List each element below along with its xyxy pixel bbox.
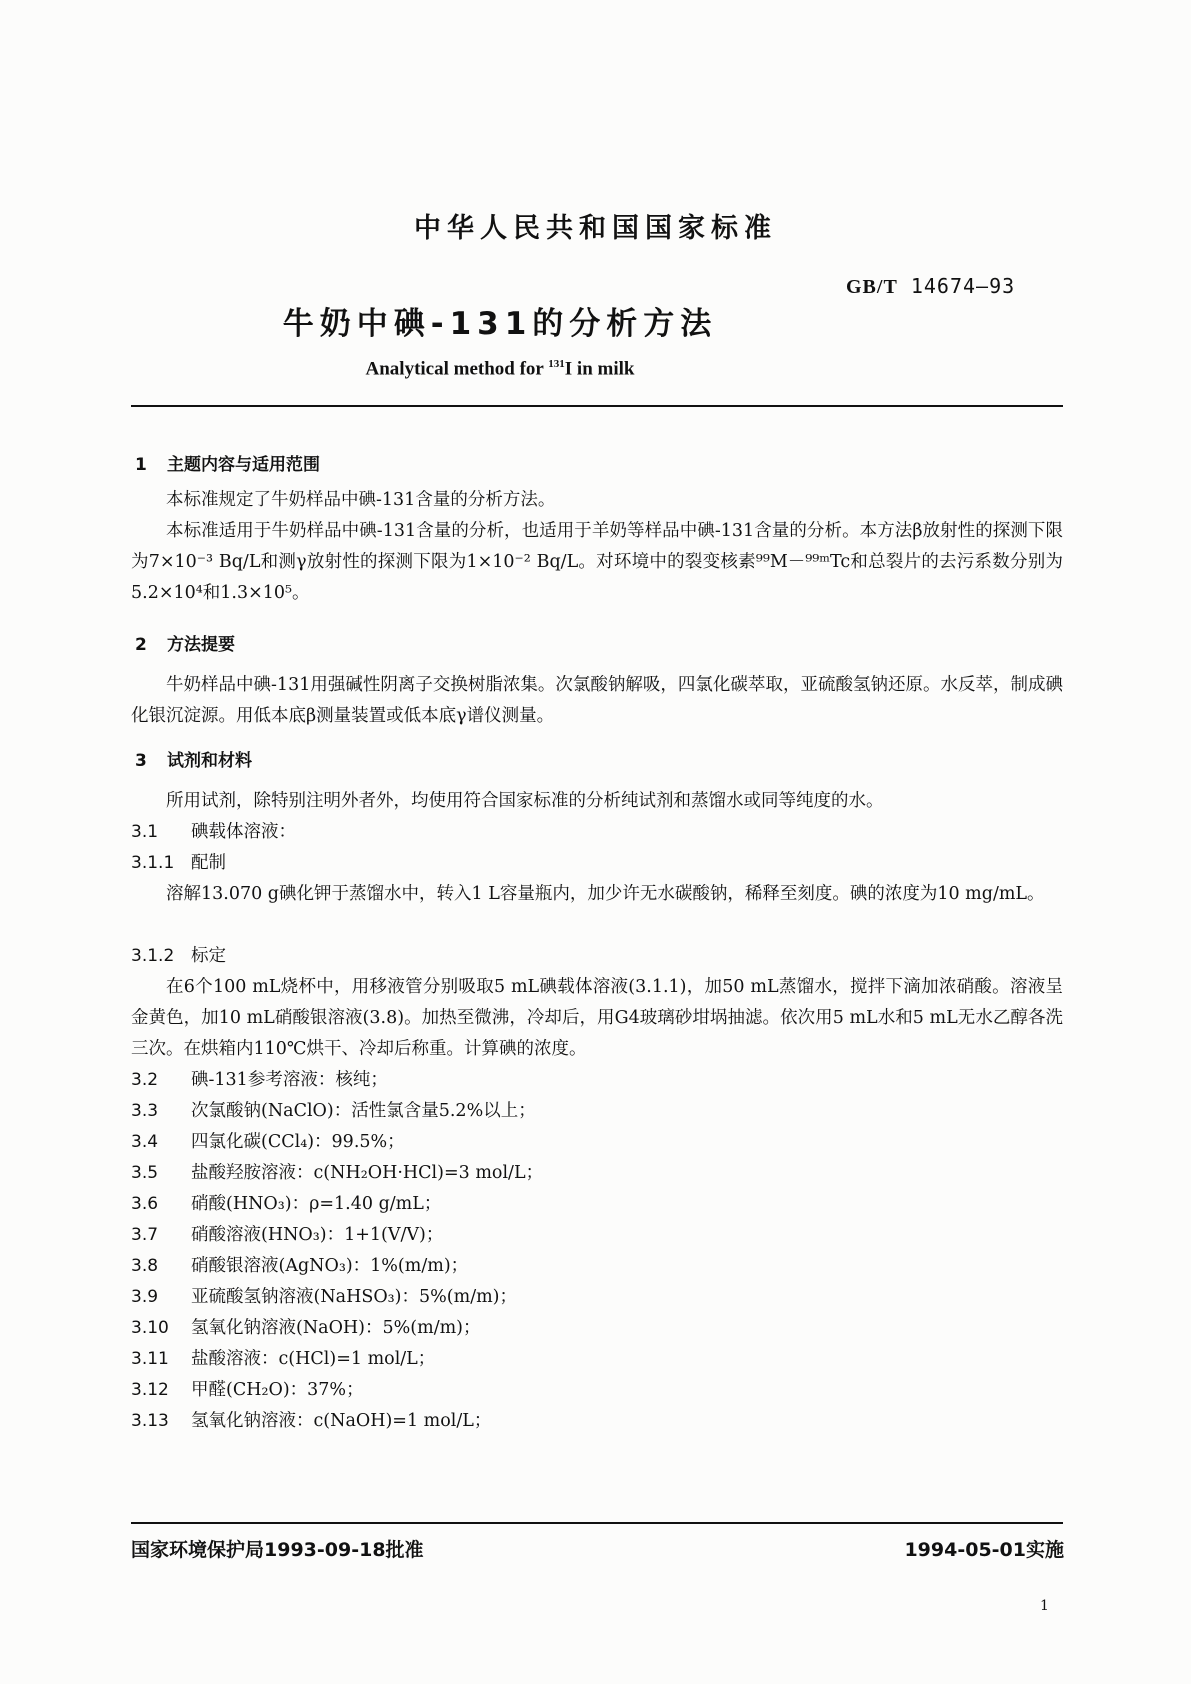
section-1-title: 主题内容与适用范围	[167, 455, 320, 475]
item-3-1-1-body	[131, 879, 1063, 910]
page-number: 1	[1040, 1598, 1049, 1614]
section-3-heading	[135, 746, 252, 771]
reagent-item	[131, 1220, 443, 1251]
section-3-number: 3	[135, 751, 147, 771]
item-3-1-1	[131, 848, 226, 879]
reagent-item-number: 3.9	[131, 1287, 159, 1307]
reagent-item-number: 3.5	[131, 1163, 159, 1183]
reagent-item	[131, 1127, 405, 1158]
reagent-item-text: 盐酸溶液：c(HCl)=1 mol/L；	[191, 1349, 436, 1369]
reagent-item-text: 亚硫酸氢钠溶液(NaHSO₃)：5%(m/m)；	[191, 1287, 518, 1307]
reagent-item-text: 碘-131参考溶液：核纯；	[191, 1070, 388, 1090]
reagent-item-text: 硝酸溶液(HNO₃)：1+1(V/V)；	[191, 1225, 444, 1245]
reagent-item-number: 3.8	[131, 1256, 159, 1276]
item-3-1-1-text: 配制	[191, 853, 226, 873]
reagent-item	[131, 1158, 543, 1189]
item-3-1-2-body	[131, 972, 1063, 1065]
implementation-date: 1994-05-01实施	[904, 1539, 1064, 1561]
title-en-pre: Analytical method for	[365, 358, 549, 380]
standard-code-prefix: GB/T	[846, 276, 898, 298]
title-en-post: I in milk	[564, 358, 635, 380]
reagent-item	[131, 1375, 364, 1406]
section-3-intro-text: 所用试剂，除特别注明外者外，均使用符合国家标准的分析纯试剂和蒸馏水或同等纯度的水。	[166, 791, 884, 811]
reagent-item-text: 次氯酸钠(NaClO)：活性氯含量5.2%以上；	[191, 1101, 536, 1121]
standard-code	[846, 274, 1015, 299]
item-3-1-2-number: 3.1.2	[131, 946, 175, 966]
reagent-item-text: 硝酸银溶液(AgNO₃)：1%(m/m)；	[191, 1256, 469, 1276]
section-2-body	[131, 670, 1063, 732]
section-2-heading	[135, 630, 235, 655]
reagent-item	[131, 1251, 468, 1282]
reagent-item-number: 3.12	[131, 1380, 169, 1400]
document-title-cn: 牛奶中碘-131的分析方法	[282, 306, 718, 342]
reagent-item-text: 氢氧化钠溶液(NaOH)：5%(m/m)；	[191, 1318, 481, 1338]
reagent-item-number: 3.4	[131, 1132, 159, 1152]
reagent-item-number: 3.13	[131, 1411, 169, 1431]
reagent-item-number: 3.3	[131, 1101, 159, 1121]
section-1-paragraph-1: 本标准规定了牛奶样品中碘-131含量的分析方法。	[166, 490, 556, 510]
national-standard-heading: 中华人民共和国国家标准	[414, 213, 777, 244]
reagent-item-text: 四氯化碳(CCl₄)：99.5%；	[191, 1132, 405, 1152]
section-1-paragraph-2: 本标准适用于牛奶样品中碘-131含量的分析，也适用于羊奶等样品中碘-131含量的分析。本方法β放射性的探测下限为7×10⁻³ Bq/L和测γ放射性的探测下限为1×10⁻² Bq/L。对环境中的裂变核素⁹⁹M－⁹⁹ᵐTc和总裂片的去污系数分别为5.2×10⁴和1.3×10⁵。	[131, 521, 1063, 603]
reagent-item	[131, 1406, 491, 1437]
approval-date: 国家环境保护局1993-09-18批准	[131, 1539, 424, 1561]
item-3-1-2	[131, 941, 226, 972]
document-title-en	[0, 358, 1000, 380]
reagent-item-number: 3.10	[131, 1318, 169, 1338]
reagent-item	[131, 1096, 536, 1127]
header-divider	[131, 405, 1063, 407]
reagent-item-text: 盐酸羟胺溶液：c(NH₂OH·HCl)=3 mol/L；	[191, 1163, 544, 1183]
reagent-item-text: 硝酸(HNO₃)：ρ=1.40 g/mL；	[191, 1194, 442, 1214]
reagent-item-number: 3.2	[131, 1070, 159, 1090]
section-3-intro	[131, 786, 1063, 817]
item-3-1-text: 碘载体溶液：	[191, 822, 296, 842]
item-3-1-1-body-text: 溶解13.070 g碘化钾于蒸馏水中，转入1 L容量瓶内，加少许无水碳酸钠，稀释至刻度。碘的浓度为10 mg/mL。	[166, 884, 1045, 904]
section-2-number: 2	[135, 635, 147, 655]
reagent-item	[131, 1065, 388, 1096]
section-1-heading	[135, 450, 320, 475]
standard-code-number: 14674—93	[910, 274, 1016, 298]
reagent-item	[131, 1189, 441, 1220]
item-3-1-2-text: 标定	[191, 946, 226, 966]
reagent-item-number: 3.11	[131, 1349, 169, 1369]
item-3-1	[131, 817, 296, 848]
item-3-1-number: 3.1	[131, 822, 159, 842]
item-3-1-1-number: 3.1.1	[131, 853, 175, 873]
reagent-item	[131, 1282, 517, 1313]
section-2-paragraph-1: 牛奶样品中碘-131用强碱性阴离子交换树脂浓集。次氯酸钠解吸，四氯化碳萃取，亚硫酸氢钠还原。水反萃，制成碘化银沉淀源。用低本底β测量装置或低本底γ谱仪测量。	[131, 675, 1063, 726]
section-2-title: 方法提要	[167, 635, 235, 655]
section-1-number: 1	[135, 455, 147, 475]
item-3-1-2-body-text: 在6个100 mL烧杯中，用移液管分别吸取5 mL碘载体溶液(3.1.1)，加50 mL蒸馏水，搅拌下滴加浓硝酸。溶液呈金黄色，加10 mL硝酸银溶液(3.8)。加热至微沸，冷却后，用G4玻璃砂坩埚抽滤。依次用5 mL水和5 mL无水乙醇各洗三次。在烘箱内110℃烘干、冷却后称重。计算碘的浓度。	[131, 977, 1063, 1059]
reagent-item-number: 3.6	[131, 1194, 159, 1214]
reagent-item-text: 甲醛(CH₂O)：37%；	[191, 1380, 364, 1400]
section-3-title: 试剂和材料	[167, 751, 252, 771]
title-en-sup: 131	[548, 358, 565, 370]
section-1-body	[131, 485, 1063, 609]
reagent-item	[131, 1344, 435, 1375]
reagent-item-text: 氢氧化钠溶液：c(NaOH)=1 mol/L；	[191, 1411, 492, 1431]
footer-divider	[131, 1522, 1063, 1524]
reagent-item	[131, 1313, 481, 1344]
reagent-item-number: 3.7	[131, 1225, 159, 1245]
